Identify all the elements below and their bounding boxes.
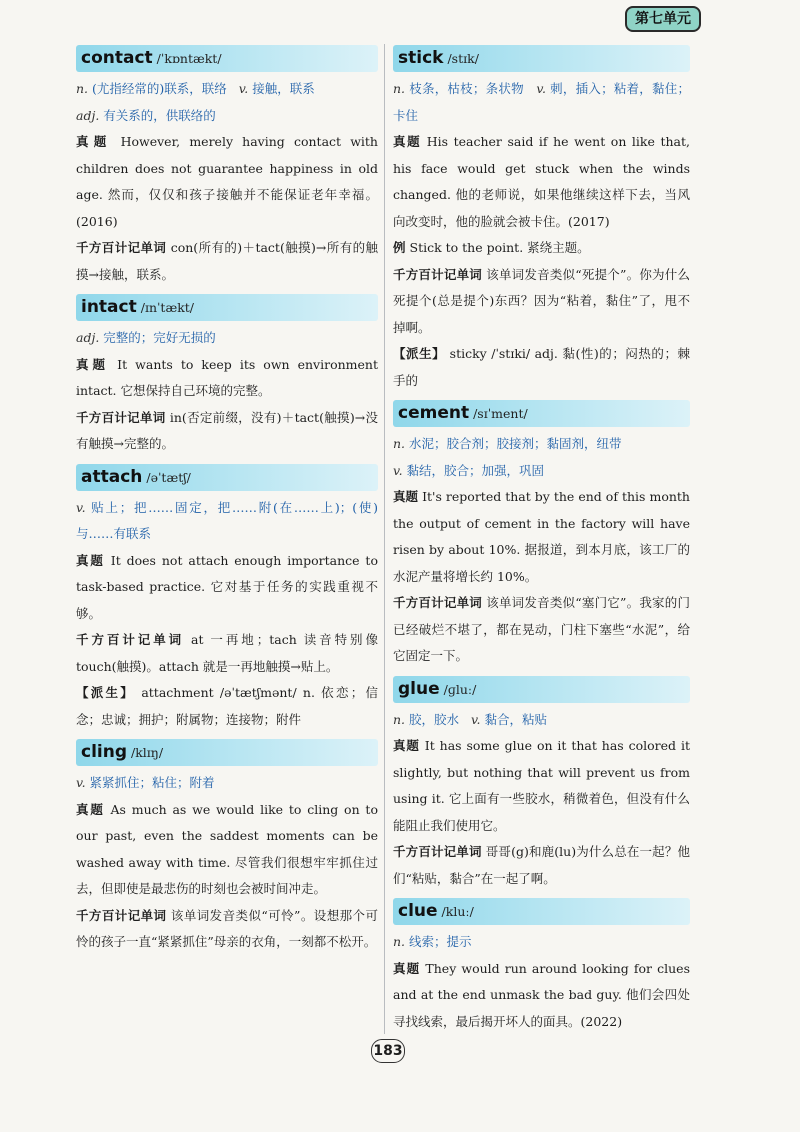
memory-tip bbox=[76, 405, 378, 458]
definition-line bbox=[393, 929, 690, 956]
part-of-speech: n. bbox=[393, 711, 406, 727]
headword: intact bbox=[81, 297, 137, 317]
headword-bar bbox=[393, 45, 690, 72]
entry-attach bbox=[76, 464, 378, 734]
exam-sentence bbox=[76, 548, 378, 628]
exam-text: As much as we would like to cling on to our past, even the saddest moments can be washed away with time. 尽管我们很想牢牢抓住过去，但即使是最悲伤的时刻也会被时间冲走。 bbox=[76, 801, 378, 896]
exam-sentence bbox=[393, 129, 690, 235]
definition: 刺，插入；粘着，黏住；卡住 bbox=[393, 81, 690, 123]
definition: 黏合，粘贴 bbox=[484, 711, 548, 727]
exam-sentence bbox=[393, 484, 690, 590]
exam-sentence bbox=[76, 352, 378, 405]
part-of-speech: n. bbox=[393, 436, 406, 451]
exam-text: It wants to keep its own environment intact. 它想保持自己环境的完整。 bbox=[76, 356, 378, 398]
definition-line bbox=[76, 495, 378, 548]
headword-bar bbox=[76, 464, 378, 491]
example-text: Stick to the point. 紧绕主题。 bbox=[409, 240, 590, 255]
exam-label: 真题 bbox=[393, 489, 419, 504]
phonetic: /stɪk/ bbox=[447, 51, 479, 66]
derive-label: 【派生】 bbox=[76, 685, 136, 700]
headword: attach bbox=[81, 466, 143, 487]
headword: stick bbox=[398, 48, 444, 68]
left-column bbox=[76, 45, 378, 962]
memory-text: 该单词发音类似“可怜”。设想那个可怜的孩子一直“紧紧抓住”母亲的衣角，一刻都不松开。 bbox=[76, 907, 378, 949]
memory-tip bbox=[76, 235, 378, 288]
exam-sentence bbox=[76, 129, 378, 235]
part-of-speech: adj. bbox=[76, 330, 100, 345]
memory-tip bbox=[393, 839, 690, 892]
memory-tip bbox=[76, 903, 378, 956]
entry-glue bbox=[393, 676, 690, 893]
derive-text: attachment /əˈtætʃmənt/ n. 依恋；信念；忠诚；拥护；附属物；连接物；附件 bbox=[76, 685, 378, 727]
phonetic: /ɪnˈtækt/ bbox=[140, 300, 195, 315]
headword-bar bbox=[76, 739, 378, 766]
memory-text: in(否定前缀，没有)＋tact(触摸)→没有触摸→完整的。 bbox=[76, 409, 378, 451]
memory-label: 千方百计记单词 bbox=[393, 595, 483, 610]
phonetic: /əˈtætʃ/ bbox=[146, 469, 191, 485]
headword-bar bbox=[393, 898, 690, 925]
phonetic: /ˈkɒntækt/ bbox=[156, 51, 222, 66]
definition-line bbox=[76, 325, 378, 352]
definition: 接触，联系 bbox=[252, 81, 315, 96]
column-divider bbox=[384, 44, 385, 1034]
definition-line bbox=[393, 707, 690, 734]
unit-tab: 第七单元 bbox=[625, 6, 701, 32]
headword: glue bbox=[398, 678, 440, 699]
headword-bar bbox=[393, 676, 690, 703]
entry-intact bbox=[76, 294, 378, 458]
exam-label: 真题 bbox=[76, 552, 105, 568]
example-sentence bbox=[393, 235, 690, 262]
right-column bbox=[393, 45, 690, 1041]
definition-line bbox=[393, 431, 690, 458]
derive-text: sticky /ˈstɪki/ adj. 黏(性)的；闷热的；棘手的 bbox=[393, 346, 690, 388]
part-of-speech: n. bbox=[393, 81, 406, 96]
page-number: 183 bbox=[371, 1039, 405, 1063]
derivative bbox=[76, 680, 378, 733]
exam-sentence bbox=[393, 733, 690, 839]
memory-tip bbox=[393, 590, 690, 670]
headword: clue bbox=[398, 901, 438, 921]
entry-cement bbox=[393, 400, 690, 670]
definition: (尤指经常的)联系，联络 bbox=[92, 81, 227, 96]
entry-stick bbox=[393, 45, 690, 394]
headword-bar bbox=[76, 294, 378, 321]
definition-line bbox=[393, 458, 690, 485]
exam-sentence bbox=[393, 956, 690, 1036]
memory-label: 千方百计记单词 bbox=[393, 266, 483, 282]
exam-text: It's reported that by the end of this month the output of cement in the factory will have risen by about 10%. 据报道，到本月底，该工厂的水泥产量将增长约 10%。 bbox=[393, 489, 690, 584]
memory-label: 千方百计记单词 bbox=[76, 240, 167, 255]
exam-label: 真题 bbox=[76, 356, 110, 372]
memory-tip bbox=[76, 627, 378, 680]
definition: 黏结，胶合；加强，巩固 bbox=[406, 462, 545, 478]
exam-label: 真题 bbox=[393, 134, 422, 149]
part-of-speech: n. bbox=[393, 934, 406, 949]
part-of-speech: n. bbox=[76, 81, 89, 96]
entry-clue bbox=[393, 898, 690, 1035]
memory-label: 千方百计记单词 bbox=[393, 844, 482, 859]
derivative bbox=[393, 341, 690, 394]
definition: 水泥；胶合剂；胶接剂；黏固剂，纽带 bbox=[409, 436, 622, 451]
headword: cling bbox=[81, 742, 128, 762]
exam-label: 真题 bbox=[76, 801, 105, 817]
definition: 胶，胶水 bbox=[409, 711, 460, 727]
definition-line bbox=[76, 76, 378, 103]
memory-label: 千方百计记单词 bbox=[76, 409, 166, 425]
exam-label: 真题 bbox=[76, 134, 112, 149]
exam-label: 真题 bbox=[393, 960, 421, 976]
part-of-speech: v. bbox=[76, 499, 86, 515]
part-of-speech: v. bbox=[393, 462, 403, 478]
part-of-speech: adj. bbox=[76, 107, 100, 123]
part-of-speech: v. bbox=[238, 81, 249, 96]
memory-label: 千方百计记单词 bbox=[76, 907, 167, 923]
definition: 贴上；把……固定，把……附(在……上)；(使)与……有联系 bbox=[76, 499, 378, 541]
definition: 有关系的，供联络的 bbox=[103, 107, 216, 123]
exam-text: They would run around looking for clues and at the end unmask the bad guy. 他们会四处寻找线索，最后揭开坏人的面具。(2022) bbox=[393, 960, 690, 1029]
definition-line bbox=[76, 770, 378, 797]
memory-text: at 一再地；tach 读音特别像 touch(触摸)。attach 就是一再地触摸→贴上。 bbox=[76, 632, 378, 674]
definition: 枝条，枯枝；条状物 bbox=[409, 81, 524, 96]
phonetic: /ɡluː/ bbox=[443, 681, 477, 697]
memory-label: 千方百计记单词 bbox=[76, 632, 185, 647]
exam-text: It does not attach enough importance to task-based practice. 它对基于任务的实践重视不够。 bbox=[76, 552, 378, 621]
phonetic: /kluː/ bbox=[441, 904, 474, 919]
definition: 紧紧抓住；粘住；附着 bbox=[89, 775, 215, 790]
headword: contact bbox=[81, 48, 153, 68]
headword-bar bbox=[393, 400, 690, 427]
entry-contact bbox=[76, 45, 378, 288]
definition-line bbox=[76, 103, 378, 130]
exam-text: However, merely having contact with children does not guarantee happiness in old age. 然而，仅仅和孩子接触并不能保证老年幸福。(2016) bbox=[76, 134, 378, 229]
exam-sentence bbox=[76, 797, 378, 903]
memory-text: 该单词发音类似“塞门它”。我家的门已经破烂不堪了，都在晃动，门柱下塞些“水泥”，给它固定一下。 bbox=[393, 595, 690, 663]
exam-text: It has some glue on it that has colored it slightly, but nothing that will prevent us from using it. 它上面有一些胶水，稍微着色，但没有什么能阻止我们使用它。 bbox=[393, 738, 690, 833]
memory-text: 该单词发音类似“死提个”。你为什么死提个(总是提个)东西？因为“粘着，黏住”了，甩不掉啊。 bbox=[393, 266, 690, 335]
part-of-speech: v. bbox=[76, 775, 86, 790]
phonetic: /klɪŋ/ bbox=[131, 745, 164, 760]
example-label: 例 bbox=[393, 240, 406, 255]
exam-text: His teacher said if he went on like that, his face would get stuck when the winds changed. 他的老师说，如果他继续这样下去，当风向改变时，他的脸就会被卡住。(2017) bbox=[393, 134, 690, 229]
derive-label: 【派生】 bbox=[393, 346, 446, 361]
headword-bar bbox=[76, 45, 378, 72]
exam-label: 真题 bbox=[393, 738, 420, 753]
memory-tip bbox=[393, 262, 690, 342]
definition-line bbox=[393, 76, 690, 129]
entry-cling bbox=[76, 739, 378, 956]
memory-text: 哥哥(g)和鹿(lu)为什么总在一起？他们“粘贴，黏合”在一起了啊。 bbox=[393, 844, 690, 886]
part-of-speech: v. bbox=[470, 711, 481, 727]
definition: 完整的；完好无损的 bbox=[103, 330, 216, 345]
memory-text: con(所有的)＋tact(触摸)→所有的触摸→接触，联系。 bbox=[76, 240, 378, 282]
phonetic: /sɪˈment/ bbox=[473, 406, 528, 421]
headword: cement bbox=[398, 403, 470, 423]
part-of-speech: v. bbox=[536, 81, 546, 96]
definition: 线索；提示 bbox=[409, 934, 472, 949]
